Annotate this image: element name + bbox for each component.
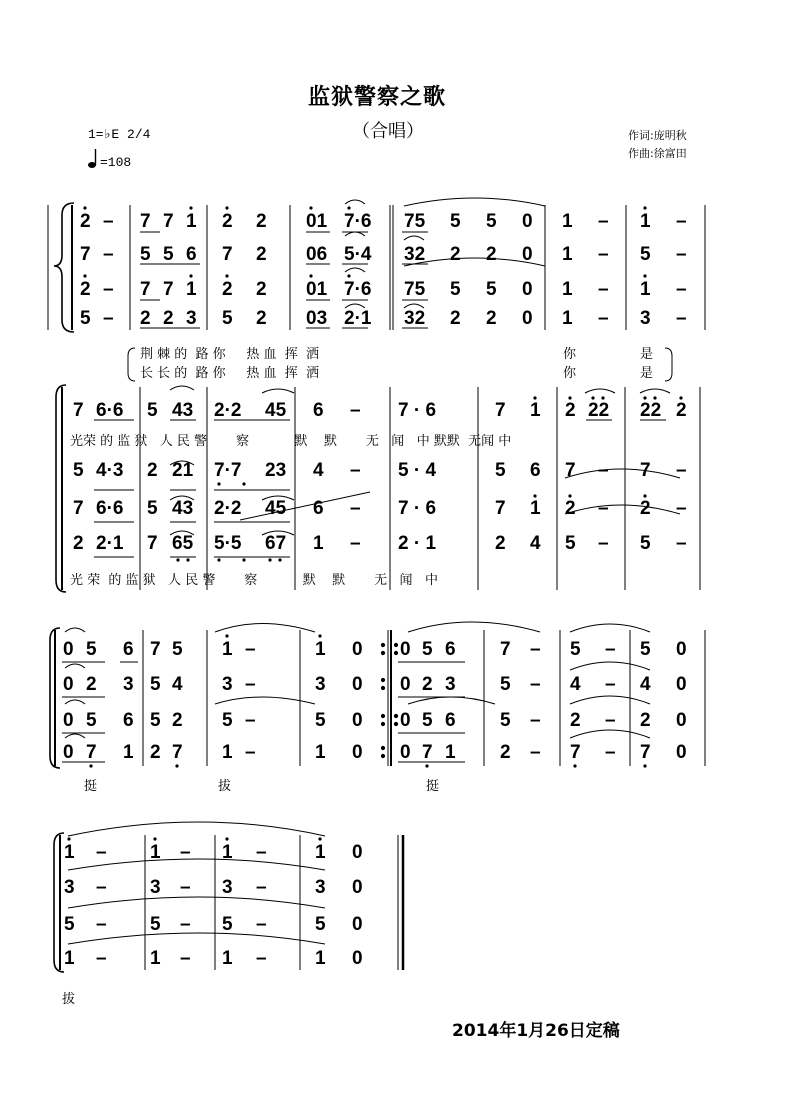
svg-text:1: 1	[315, 639, 326, 660]
svg-text:1: 1	[222, 948, 233, 969]
svg-text:5: 5	[163, 244, 174, 265]
svg-text:5: 5	[222, 914, 233, 935]
svg-text:5: 5	[486, 211, 497, 232]
svg-text:2: 2	[256, 279, 267, 300]
svg-text:2: 2	[150, 742, 161, 763]
svg-text:01: 01	[306, 211, 328, 232]
svg-text:2: 2	[80, 211, 91, 232]
svg-text:–: –	[245, 710, 256, 731]
svg-text:–: –	[256, 842, 267, 863]
svg-text:3: 3	[222, 877, 233, 898]
svg-text:0: 0	[522, 211, 533, 232]
svg-text:5: 5	[495, 460, 506, 481]
svg-text:1: 1	[562, 211, 573, 232]
svg-text:7: 7	[163, 211, 174, 232]
svg-text:3: 3	[222, 674, 233, 695]
svg-text:0: 0	[352, 639, 363, 660]
svg-text:5: 5	[315, 914, 326, 935]
svg-text:7: 7	[80, 244, 91, 265]
svg-text:75: 75	[404, 211, 426, 232]
svg-text:2: 2	[80, 279, 91, 300]
svg-text:–: –	[96, 877, 107, 898]
svg-text:0: 0	[400, 639, 411, 660]
svg-text:2: 2	[640, 710, 651, 731]
svg-text:–: –	[103, 211, 114, 232]
svg-text:5: 5	[315, 710, 326, 731]
svg-text:1: 1	[530, 400, 541, 421]
svg-text:7: 7	[73, 400, 84, 421]
svg-text:5: 5	[570, 639, 581, 660]
lyricist: 作词:庞明秋	[628, 129, 687, 142]
svg-text:0: 0	[352, 842, 363, 863]
svg-text:03: 03	[306, 308, 328, 329]
svg-text:75: 75	[404, 279, 426, 300]
svg-text:2: 2	[163, 308, 174, 329]
svg-text:1: 1	[562, 279, 573, 300]
svg-text:2: 2	[450, 244, 461, 265]
svg-text:4: 4	[570, 674, 581, 695]
svg-text:2: 2	[565, 498, 576, 519]
svg-text:6: 6	[313, 400, 324, 421]
svg-text:–: –	[598, 498, 609, 519]
svg-text:1: 1	[222, 639, 233, 660]
svg-text:01: 01	[306, 279, 328, 300]
svg-text:4: 4	[640, 674, 651, 695]
svg-text:1: 1	[315, 742, 326, 763]
svg-text:0: 0	[676, 710, 687, 731]
svg-text:你: 你	[563, 347, 577, 362]
svg-text:光荣 的 监 狱 人 民 警 察: 光荣 的 监 狱 人 民 警 察 默 默 无 闻 中 默默 无闻 中	[70, 434, 512, 449]
svg-text:2 · 1: 2 · 1	[398, 533, 437, 554]
svg-text:3: 3	[150, 877, 161, 898]
svg-text:3: 3	[123, 674, 134, 695]
svg-text:2: 2	[486, 308, 497, 329]
svg-text:5: 5	[450, 279, 461, 300]
svg-text:是: 是	[640, 347, 654, 362]
svg-text:06: 06	[306, 244, 328, 265]
svg-text:5: 5	[140, 244, 151, 265]
svg-text:–: –	[676, 279, 687, 300]
svg-text:1: 1	[445, 742, 456, 763]
svg-text:–: –	[245, 742, 256, 763]
svg-text:2: 2	[676, 400, 687, 421]
svg-text:2: 2	[147, 460, 158, 481]
svg-text:5: 5	[80, 308, 91, 329]
svg-text:–: –	[598, 460, 609, 481]
svg-text:0: 0	[400, 742, 411, 763]
svg-text:6: 6	[313, 498, 324, 519]
svg-text:2: 2	[256, 211, 267, 232]
svg-text:–: –	[605, 674, 616, 695]
svg-text:7: 7	[163, 279, 174, 300]
svg-text:0: 0	[676, 742, 687, 763]
svg-text:1: 1	[562, 308, 573, 329]
svg-text:5: 5	[222, 308, 233, 329]
composer: 作曲:徐富田	[628, 147, 687, 160]
svg-text:–: –	[605, 639, 616, 660]
svg-text:5: 5	[500, 674, 511, 695]
svg-text:7: 7	[640, 742, 651, 763]
svg-text:5: 5	[222, 710, 233, 731]
svg-text:7: 7	[147, 533, 158, 554]
svg-text:–: –	[103, 279, 114, 300]
svg-text:–: –	[605, 742, 616, 763]
svg-text:0: 0	[352, 742, 363, 763]
svg-text:7: 7	[565, 460, 576, 481]
svg-text:挺: 挺	[84, 779, 98, 794]
svg-text:3: 3	[64, 877, 75, 898]
svg-text:0: 0	[400, 674, 411, 695]
svg-text:–: –	[180, 842, 191, 863]
svg-text:6: 6	[123, 710, 134, 731]
svg-text:1: 1	[123, 742, 134, 763]
svg-text:5: 5	[422, 639, 433, 660]
svg-text:–: –	[180, 948, 191, 969]
svg-text:1: 1	[64, 842, 75, 863]
svg-text:拔: 拔	[62, 992, 76, 1007]
svg-text:–: –	[350, 400, 361, 421]
svg-text:5: 5	[500, 710, 511, 731]
svg-text:7 · 6: 7 · 6	[398, 400, 437, 421]
svg-text:6: 6	[530, 460, 541, 481]
svg-text:–: –	[676, 533, 687, 554]
svg-text:2: 2	[140, 308, 151, 329]
svg-text:5: 5	[172, 639, 183, 660]
svg-text:6: 6	[123, 639, 134, 660]
svg-text:2·2: 2·2	[214, 498, 242, 519]
svg-text:2: 2	[565, 400, 576, 421]
svg-text:拔: 拔	[218, 779, 232, 794]
svg-text:0: 0	[63, 639, 74, 660]
svg-text:0: 0	[522, 244, 533, 265]
svg-text:43: 43	[172, 498, 194, 519]
svg-text:23: 23	[265, 460, 287, 481]
svg-text:2: 2	[73, 533, 84, 554]
svg-text:5: 5	[147, 400, 158, 421]
svg-text:7: 7	[86, 742, 97, 763]
svg-text:45: 45	[265, 498, 287, 519]
svg-text:2: 2	[495, 533, 506, 554]
key-signature: 1=♭E 2/4	[88, 127, 151, 142]
svg-text:–: –	[350, 460, 361, 481]
svg-text:65: 65	[172, 533, 194, 554]
svg-text:–: –	[676, 211, 687, 232]
svg-text:1: 1	[530, 498, 541, 519]
svg-text:–: –	[103, 308, 114, 329]
svg-text:–: –	[256, 948, 267, 969]
svg-text:–: –	[180, 877, 191, 898]
tempo-marking: =108	[100, 155, 132, 170]
svg-text:7: 7	[495, 400, 506, 421]
svg-text:7: 7	[140, 279, 151, 300]
svg-text:5: 5	[450, 211, 461, 232]
svg-text:5·5: 5·5	[214, 533, 242, 554]
svg-text:–: –	[245, 639, 256, 660]
svg-text:–: –	[245, 674, 256, 695]
svg-text:5: 5	[565, 533, 576, 554]
svg-text:6·6: 6·6	[96, 498, 124, 519]
svg-text:5: 5	[422, 710, 433, 731]
svg-text:6: 6	[445, 710, 456, 731]
svg-text:5·4: 5·4	[344, 244, 372, 265]
svg-text:–: –	[180, 914, 191, 935]
svg-text:2: 2	[256, 244, 267, 265]
page-title: 监狱警察之歌	[308, 85, 447, 110]
svg-text:–: –	[96, 914, 107, 935]
svg-text:3: 3	[640, 308, 651, 329]
svg-text:1: 1	[150, 948, 161, 969]
svg-text:6: 6	[186, 244, 197, 265]
svg-text:–: –	[598, 244, 609, 265]
svg-text:–: –	[530, 674, 541, 695]
svg-text:22: 22	[640, 400, 662, 421]
svg-text:1: 1	[222, 842, 233, 863]
svg-text:–: –	[256, 877, 267, 898]
svg-text:1: 1	[562, 244, 573, 265]
svg-text:0: 0	[676, 639, 687, 660]
svg-text:1: 1	[315, 948, 326, 969]
svg-text:6·6: 6·6	[96, 400, 124, 421]
svg-text:0: 0	[522, 308, 533, 329]
svg-text:5: 5	[640, 533, 651, 554]
svg-text:3: 3	[315, 674, 326, 695]
svg-text:1: 1	[313, 533, 324, 554]
svg-text:2·1: 2·1	[96, 533, 124, 554]
svg-text:–: –	[598, 279, 609, 300]
svg-text:22: 22	[588, 400, 610, 421]
svg-text:你: 你	[563, 366, 577, 381]
svg-text:2: 2	[422, 674, 433, 695]
svg-text:2: 2	[222, 279, 233, 300]
svg-text:0: 0	[352, 914, 363, 935]
svg-text:5: 5	[86, 710, 97, 731]
svg-text:–: –	[530, 639, 541, 660]
svg-text:7: 7	[172, 742, 183, 763]
svg-text:43: 43	[172, 400, 194, 421]
svg-text:2: 2	[86, 674, 97, 695]
svg-text:0: 0	[63, 674, 74, 695]
svg-text:2: 2	[256, 308, 267, 329]
finalized-date: 2014年1月26日定稿	[452, 1021, 620, 1041]
svg-text:4·3: 4·3	[96, 460, 124, 481]
svg-text:–: –	[676, 308, 687, 329]
svg-text:–: –	[605, 710, 616, 731]
subtitle: （合唱）	[352, 121, 424, 142]
svg-text:–: –	[103, 244, 114, 265]
svg-text:–: –	[530, 710, 541, 731]
svg-text:2: 2	[450, 308, 461, 329]
svg-text:7: 7	[140, 211, 151, 232]
svg-text:7·6: 7·6	[344, 279, 372, 300]
svg-text:挺: 挺	[426, 779, 440, 794]
svg-text:5: 5	[86, 639, 97, 660]
svg-text:7: 7	[73, 498, 84, 519]
svg-text:5 · 4: 5 · 4	[398, 460, 437, 481]
svg-text:0: 0	[676, 674, 687, 695]
svg-text:5: 5	[150, 674, 161, 695]
svg-text:45: 45	[265, 400, 287, 421]
svg-text:0: 0	[63, 710, 74, 731]
svg-text:2·1: 2·1	[344, 308, 372, 329]
svg-text:67: 67	[265, 533, 287, 554]
svg-text:0: 0	[522, 279, 533, 300]
svg-text:是: 是	[640, 366, 654, 381]
svg-text:1: 1	[640, 211, 651, 232]
svg-text:5: 5	[486, 279, 497, 300]
svg-text:光 荣 的 监 狱 人 民 警 察: 光 荣 的 监 狱 人 民 警 察 默 默 无 闻 中	[70, 573, 438, 588]
svg-text:7·6: 7·6	[344, 211, 372, 232]
svg-text:0: 0	[400, 710, 411, 731]
svg-text:5: 5	[147, 498, 158, 519]
svg-text:0: 0	[352, 877, 363, 898]
svg-text:–: –	[676, 498, 687, 519]
svg-text:1: 1	[315, 842, 326, 863]
svg-text:–: –	[350, 533, 361, 554]
svg-text:2: 2	[486, 244, 497, 265]
svg-text:7: 7	[222, 244, 233, 265]
svg-text:2: 2	[222, 211, 233, 232]
svg-text:4: 4	[313, 460, 324, 481]
svg-text:–: –	[676, 244, 687, 265]
svg-text:1: 1	[186, 211, 197, 232]
svg-text:长 长 的 路 你 热 血 挥 洒: 长 长 的 路 你 热 血 挥 洒	[140, 366, 319, 381]
svg-text:4: 4	[172, 674, 183, 695]
svg-text:32: 32	[404, 244, 426, 265]
svg-text:0: 0	[63, 742, 74, 763]
svg-text:7: 7	[570, 742, 581, 763]
svg-text:–: –	[676, 460, 687, 481]
svg-text:–: –	[598, 211, 609, 232]
svg-text:5: 5	[640, 244, 651, 265]
svg-text:1: 1	[640, 279, 651, 300]
svg-text:–: –	[530, 742, 541, 763]
svg-text:7: 7	[500, 639, 511, 660]
svg-text:21: 21	[172, 460, 194, 481]
svg-text:2: 2	[500, 742, 511, 763]
svg-text:1: 1	[64, 948, 75, 969]
svg-text:6: 6	[445, 639, 456, 660]
svg-text:–: –	[350, 498, 361, 519]
svg-text:2: 2	[172, 710, 183, 731]
svg-text:2: 2	[640, 498, 651, 519]
svg-text:5: 5	[64, 914, 75, 935]
svg-text:1: 1	[150, 842, 161, 863]
svg-text:7: 7	[150, 639, 161, 660]
svg-text:3: 3	[445, 674, 456, 695]
svg-text:–: –	[598, 308, 609, 329]
svg-text:5: 5	[640, 639, 651, 660]
svg-text:7: 7	[495, 498, 506, 519]
svg-text:7: 7	[422, 742, 433, 763]
svg-text:32: 32	[404, 308, 426, 329]
svg-text:0: 0	[352, 948, 363, 969]
svg-text:–: –	[96, 842, 107, 863]
svg-text:–: –	[256, 914, 267, 935]
svg-text:7: 7	[640, 460, 651, 481]
svg-text:5: 5	[73, 460, 84, 481]
svg-text:–: –	[96, 948, 107, 969]
svg-text:1: 1	[186, 279, 197, 300]
svg-text:荆 棘 的 路 你 热 血 挥 洒: 荆 棘 的 路 你 热 血 挥 洒	[140, 347, 319, 362]
svg-text:1: 1	[222, 742, 233, 763]
svg-text:–: –	[598, 533, 609, 554]
svg-text:2: 2	[570, 710, 581, 731]
svg-text:7·7: 7·7	[214, 460, 242, 481]
svg-text:3: 3	[186, 308, 197, 329]
svg-text:0: 0	[352, 710, 363, 731]
svg-text:0: 0	[352, 674, 363, 695]
svg-text:7 · 6: 7 · 6	[398, 498, 437, 519]
svg-text:5: 5	[150, 914, 161, 935]
svg-text:5: 5	[150, 710, 161, 731]
svg-text:2·2: 2·2	[214, 400, 242, 421]
svg-text:4: 4	[530, 533, 541, 554]
svg-text:3: 3	[315, 877, 326, 898]
